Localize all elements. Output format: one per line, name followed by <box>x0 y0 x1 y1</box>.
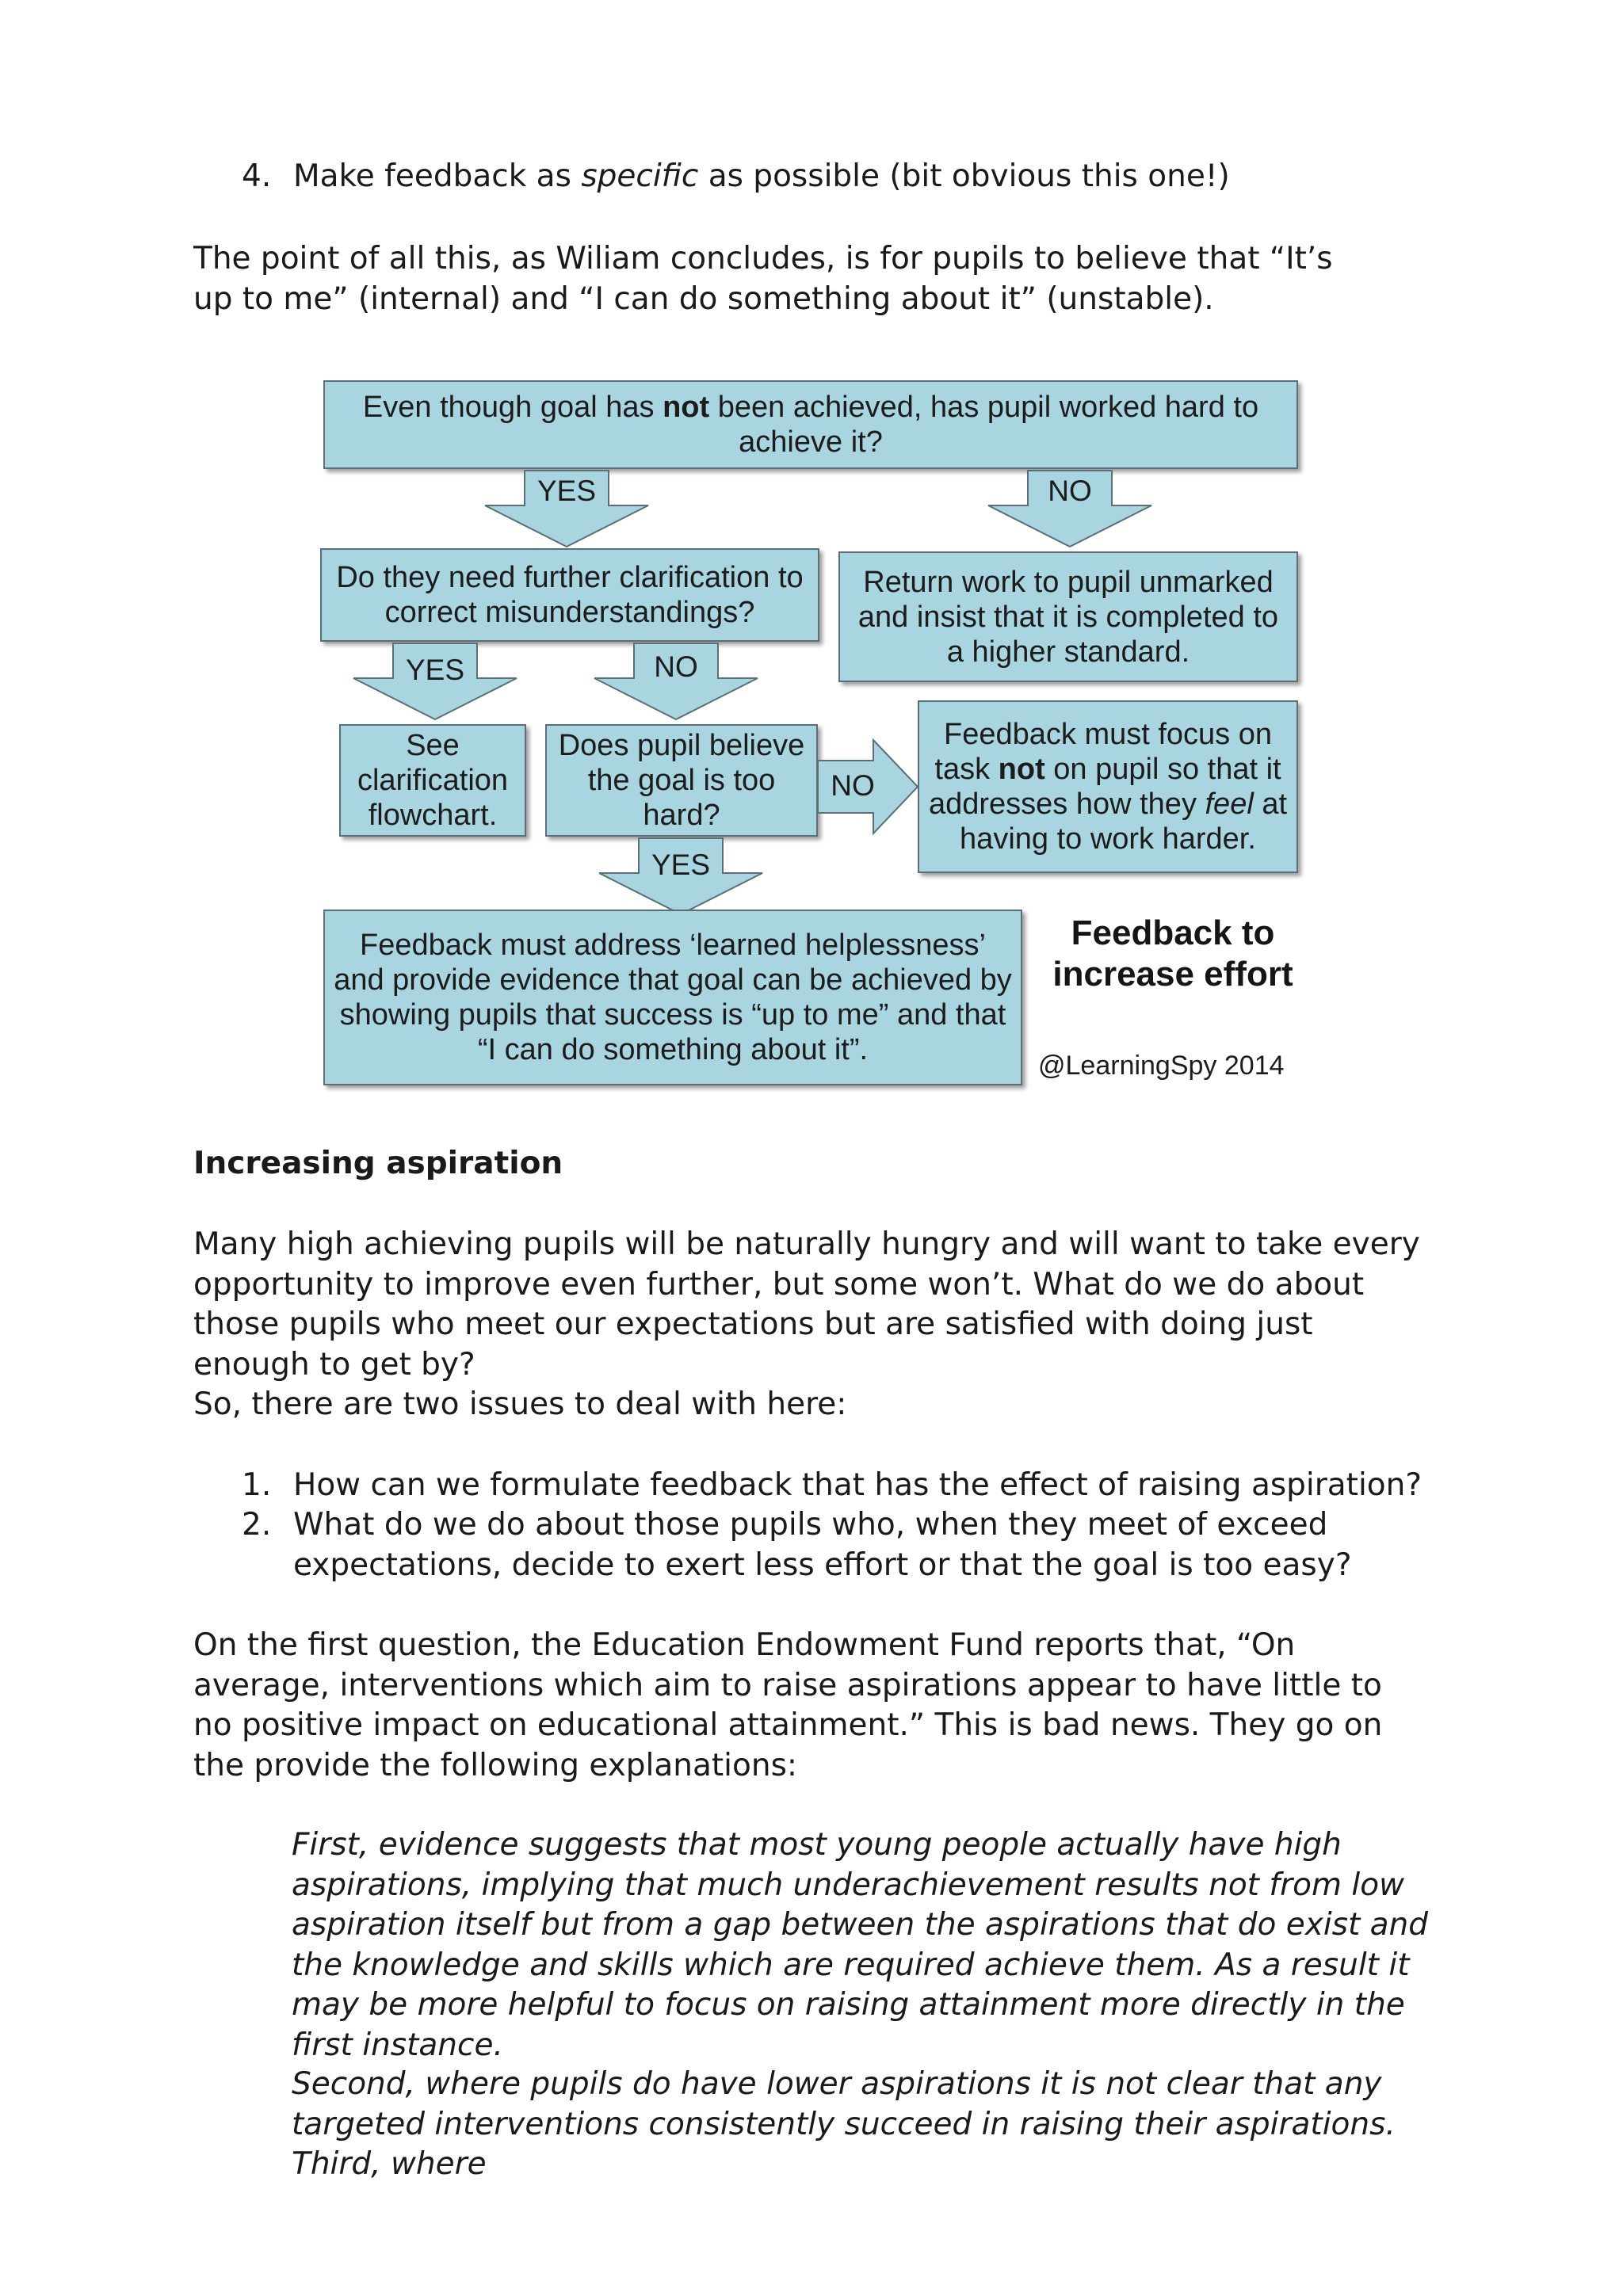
list-item-4 <box>242 157 1430 198</box>
block-quote-second: Second, where pupils do have lower aspirations it is not clear that any targeted interventions consistently succeed in raising their aspirations. Third, where <box>292 2066 1396 2183</box>
flowchart-box-clarification-question: Do they need further clarification to correct misunderstandings? <box>320 548 819 642</box>
paragraph-eef: On the first question, the Education Endowment Fund reports that, “On average, interventions which aim to raise aspirations appear to have little to no positive impact on educational attainment.” This is bad news. They go on the provide the following explanations: <box>193 1627 1383 1783</box>
flowchart-box-return-work: Return work to pupil unmarked and insist that it is completed to a higher standard. <box>838 551 1298 682</box>
flowchart-box-focus-on-task: Feedback must focus on task not on pupil so that it addresses how they feel at having to work harder. <box>918 700 1298 873</box>
list-number: 2. <box>242 1507 272 1543</box>
list-item-2 <box>242 1505 1430 1586</box>
label-yes-1: YES <box>537 475 597 507</box>
label-no-1: NO <box>1048 475 1092 507</box>
list-number: 1. <box>242 1467 272 1503</box>
flowchart-title: Feedback to increase effort <box>1052 913 1293 994</box>
list-item-text: Make feedback as specific as possible (bit obvious this one!) <box>293 158 1230 194</box>
flowchart-box-too-hard-question: Does pupil believe the goal is too hard? <box>545 724 818 837</box>
list-item-1 <box>242 1466 1430 1507</box>
list-item-text: How can we formulate feedback that has the effect of raising aspiration? <box>293 1467 1423 1503</box>
flowchart-credit: @LearningSpy 2014 <box>1038 1051 1285 1081</box>
label-yes-3: YES <box>651 849 711 881</box>
label-no-3: NO <box>831 769 875 802</box>
label-no-2: NO <box>654 650 698 683</box>
paragraph-point: The point of all this, as Wiliam concludes, is for pupils to believe that “It’s up to me” (internal) and “I can do something about it” (unstable). <box>193 241 1333 317</box>
paragraph-hungry: Many high achieving pupils will be naturally hungry and will want to take every opportunity to improve even further, but some won’t. What do we do about those pupils who meet our expectations but are satisfied with doing just enough to get by? <box>193 1226 1420 1383</box>
flowchart-box-learned-helplessness: Feedback must address ‘learned helplessness’ and provide evidence that goal can be achieved by showing pupils that success is “up to me” and that “I can do something about it”. <box>323 910 1022 1085</box>
list-item-text: What do we do about those pupils who, when they meet of exceed expectations, decide to exert less effort or that the goal is too easy? <box>293 1507 1352 1583</box>
list-number: 4. <box>242 158 272 194</box>
label-yes-2: YES <box>405 654 465 686</box>
block-quote-first: First, evidence suggests that most young people actually have high aspirations, implying that much underachievement results not from low aspiration itself but from a gap between the aspirations that do exist and the knowledge and skills which are required achieve them. As a result it may be more helpful to focus on raising attainment more directly in the first instance. <box>292 1827 1429 2063</box>
paragraph-issues-intro: So, there are two issues to deal with here: <box>193 1386 847 1422</box>
flowchart-box-see-clarification: See clarification flowchart. <box>339 724 526 837</box>
section-heading: Increasing aspiration <box>193 1146 563 1181</box>
flowchart-box-worked-hard: Even though goal has not been achieved, has pupil worked hard to achieve it? <box>323 380 1298 469</box>
